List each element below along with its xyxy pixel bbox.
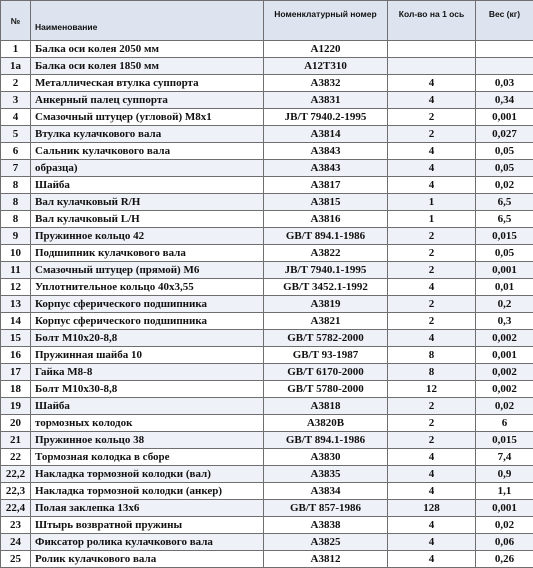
part-code: A3812: [264, 551, 388, 568]
weight-kg: 0,05: [476, 160, 533, 177]
part-code: A3843: [264, 160, 388, 177]
part-name: Болт M10x30-8,8: [31, 381, 264, 398]
quantity-per-axle: 2: [388, 109, 476, 126]
weight-kg: 0,02: [476, 177, 533, 194]
row-number: 24: [1, 534, 31, 551]
table-row: [1, 381, 533, 398]
table-row: [1, 211, 533, 228]
part-name: тормозных колодок: [31, 415, 264, 432]
table-row: [1, 160, 533, 177]
weight-kg: 0,34: [476, 92, 533, 109]
quantity-per-axle: 2: [388, 313, 476, 330]
part-name: Пружинное кольцо 38: [31, 432, 264, 449]
part-name: Втулка кулачкового вала: [31, 126, 264, 143]
header-quantity: Кол-во на 1 ось: [388, 1, 476, 41]
part-name: Фиксатор ролика кулачкового вала: [31, 534, 264, 551]
row-number: 22: [1, 449, 31, 466]
table-row: [1, 143, 533, 160]
part-code: A3821: [264, 313, 388, 330]
weight-kg: [476, 41, 533, 58]
row-number: 25: [1, 551, 31, 568]
part-name: Металлическая втулка суппорта: [31, 75, 264, 92]
part-name: Смазочный штуцер (прямой) M6: [31, 262, 264, 279]
table-row: [1, 330, 533, 347]
part-code: GB/T 6170-2000: [264, 364, 388, 381]
part-name: Корпус сферического подшипника: [31, 313, 264, 330]
part-code: A3830: [264, 449, 388, 466]
part-code: GB/T 894.1-1986: [264, 432, 388, 449]
row-number: 22,2: [1, 466, 31, 483]
part-code: JB/T 7940.1-1995: [264, 262, 388, 279]
table-row: [1, 500, 533, 517]
part-name: Балка оси колея 1850 мм: [31, 58, 264, 75]
quantity-per-axle: 4: [388, 92, 476, 109]
part-name: Болт M10x20-8,8: [31, 330, 264, 347]
part-name: Ролик кулачкового вала: [31, 551, 264, 568]
table-row: [1, 449, 533, 466]
part-name: Сальник кулачкового вала: [31, 143, 264, 160]
quantity-per-axle: [388, 41, 476, 58]
row-number: 23: [1, 517, 31, 534]
row-number: 22,3: [1, 483, 31, 500]
weight-kg: 0,9: [476, 466, 533, 483]
header-part-code: Номенклатурный номер: [264, 1, 388, 41]
table-row: [1, 41, 533, 58]
row-number: 15: [1, 330, 31, 347]
part-code: A3838: [264, 517, 388, 534]
part-code: A3831: [264, 92, 388, 109]
table-row: [1, 483, 533, 500]
part-code: A3825: [264, 534, 388, 551]
part-name: Подшипник кулачкового вала: [31, 245, 264, 262]
table-row: [1, 415, 533, 432]
weight-kg: 0,001: [476, 347, 533, 364]
part-name: Тормозная колодка в сборе: [31, 449, 264, 466]
part-code: GB/T 894.1-1986: [264, 228, 388, 245]
part-code: A3814: [264, 126, 388, 143]
row-number: 4: [1, 109, 31, 126]
table-row: [1, 194, 533, 211]
quantity-per-axle: [388, 58, 476, 75]
row-number: 22,4: [1, 500, 31, 517]
part-name: Гайка M8-8: [31, 364, 264, 381]
table-row: [1, 58, 533, 75]
table-row: [1, 364, 533, 381]
weight-kg: 6,5: [476, 194, 533, 211]
table-row: [1, 398, 533, 415]
weight-kg: 0,05: [476, 143, 533, 160]
row-number: 14: [1, 313, 31, 330]
quantity-per-axle: 1: [388, 211, 476, 228]
weight-kg: 0,03: [476, 75, 533, 92]
weight-kg: 0,002: [476, 364, 533, 381]
weight-kg: 0,01: [476, 279, 533, 296]
row-number: 17: [1, 364, 31, 381]
table-row: [1, 92, 533, 109]
part-name: Вал кулачковый L/H: [31, 211, 264, 228]
quantity-per-axle: 4: [388, 534, 476, 551]
part-code: A3815: [264, 194, 388, 211]
quantity-per-axle: 8: [388, 347, 476, 364]
part-code: GB/T 857-1986: [264, 500, 388, 517]
weight-kg: 0,015: [476, 228, 533, 245]
part-code: GB/T 5782-2000: [264, 330, 388, 347]
part-name: Накладка тормозной колодки (анкер): [31, 483, 264, 500]
quantity-per-axle: 2: [388, 398, 476, 415]
row-number: 7: [1, 160, 31, 177]
weight-kg: 0,001: [476, 500, 533, 517]
part-name: Смазочный штуцер (угловой) M8x1: [31, 109, 264, 126]
quantity-per-axle: 2: [388, 228, 476, 245]
part-name: Шайба: [31, 398, 264, 415]
header-number: №: [1, 1, 31, 41]
part-code: A1220: [264, 41, 388, 58]
quantity-per-axle: 4: [388, 517, 476, 534]
quantity-per-axle: 4: [388, 330, 476, 347]
quantity-per-axle: 4: [388, 483, 476, 500]
quantity-per-axle: 2: [388, 245, 476, 262]
row-number: 11: [1, 262, 31, 279]
row-number: 20: [1, 415, 31, 432]
row-number: 16: [1, 347, 31, 364]
table-row: [1, 347, 533, 364]
part-code: A3832: [264, 75, 388, 92]
part-code: A3835: [264, 466, 388, 483]
weight-kg: 0,001: [476, 262, 533, 279]
weight-kg: 0,3: [476, 313, 533, 330]
row-number: 8: [1, 177, 31, 194]
table-row: [1, 262, 533, 279]
row-number: 9: [1, 228, 31, 245]
weight-kg: 1,1: [476, 483, 533, 500]
quantity-per-axle: 128: [388, 500, 476, 517]
header-name: Наименование: [31, 1, 264, 41]
quantity-per-axle: 4: [388, 160, 476, 177]
table-row: [1, 228, 533, 245]
part-code: A3834: [264, 483, 388, 500]
quantity-per-axle: 2: [388, 262, 476, 279]
table-row: [1, 126, 533, 143]
row-number: 8: [1, 194, 31, 211]
part-code: A3820B: [264, 415, 388, 432]
part-name: Полая заклепка 13x6: [31, 500, 264, 517]
table-row: [1, 517, 533, 534]
table-row: [1, 245, 533, 262]
table-row: [1, 313, 533, 330]
table-row: [1, 296, 533, 313]
row-number: 10: [1, 245, 31, 262]
header-weight: Вес (кг): [476, 1, 533, 41]
quantity-per-axle: 4: [388, 143, 476, 160]
row-number: 3: [1, 92, 31, 109]
quantity-per-axle: 2: [388, 126, 476, 143]
weight-kg: 7,4: [476, 449, 533, 466]
part-code: A3816: [264, 211, 388, 228]
weight-kg: 0,015: [476, 432, 533, 449]
part-code: JB/T 7940.2-1995: [264, 109, 388, 126]
row-number: 18: [1, 381, 31, 398]
quantity-per-axle: 4: [388, 466, 476, 483]
table-row: [1, 177, 533, 194]
part-code: GB/T 93-1987: [264, 347, 388, 364]
quantity-per-axle: 2: [388, 415, 476, 432]
part-code: GB/T 3452.1-1992: [264, 279, 388, 296]
weight-kg: 0,2: [476, 296, 533, 313]
weight-kg: 0,027: [476, 126, 533, 143]
row-number: 2: [1, 75, 31, 92]
part-code: A3822: [264, 245, 388, 262]
part-name: Балка оси колея 2050 мм: [31, 41, 264, 58]
part-code: A3843: [264, 143, 388, 160]
quantity-per-axle: 2: [388, 296, 476, 313]
part-name: Накладка тормозной колодки (вал): [31, 466, 264, 483]
quantity-per-axle: 4: [388, 75, 476, 92]
part-name: Штырь возвратной пружины: [31, 517, 264, 534]
part-name: Уплотнительное кольцо 40x3,55: [31, 279, 264, 296]
part-name: Вал кулачковый R/H: [31, 194, 264, 211]
quantity-per-axle: 4: [388, 279, 476, 296]
table-row: [1, 109, 533, 126]
row-number: 1a: [1, 58, 31, 75]
quantity-per-axle: 1: [388, 194, 476, 211]
table-row: [1, 551, 533, 568]
part-name: образца): [31, 160, 264, 177]
row-number: 8: [1, 211, 31, 228]
weight-kg: 6: [476, 415, 533, 432]
quantity-per-axle: 8: [388, 364, 476, 381]
table-row: [1, 432, 533, 449]
part-name: Пружинное кольцо 42: [31, 228, 264, 245]
weight-kg: 0,002: [476, 381, 533, 398]
table-row: [1, 534, 533, 551]
row-number: 13: [1, 296, 31, 313]
quantity-per-axle: 4: [388, 551, 476, 568]
table-row: [1, 75, 533, 92]
weight-kg: 6,5: [476, 211, 533, 228]
weight-kg: 0,001: [476, 109, 533, 126]
part-name: Корпус сферического подшипника: [31, 296, 264, 313]
part-code: A3818: [264, 398, 388, 415]
quantity-per-axle: 4: [388, 449, 476, 466]
table-header-row: [1, 1, 533, 41]
quantity-per-axle: 4: [388, 177, 476, 194]
part-name: Пружинная шайба 10: [31, 347, 264, 364]
row-number: 19: [1, 398, 31, 415]
part-code: A3817: [264, 177, 388, 194]
weight-kg: 0,05: [476, 245, 533, 262]
row-number: 21: [1, 432, 31, 449]
weight-kg: 0,26: [476, 551, 533, 568]
quantity-per-axle: 12: [388, 381, 476, 398]
table-row: [1, 466, 533, 483]
table-row: [1, 279, 533, 296]
part-code: GB/T 5780-2000: [264, 381, 388, 398]
row-number: 5: [1, 126, 31, 143]
part-code: A12T310: [264, 58, 388, 75]
row-number: 6: [1, 143, 31, 160]
part-name: Шайба: [31, 177, 264, 194]
weight-kg: 0,02: [476, 517, 533, 534]
weight-kg: [476, 58, 533, 75]
weight-kg: 0,02: [476, 398, 533, 415]
weight-kg: 0,002: [476, 330, 533, 347]
weight-kg: 0,06: [476, 534, 533, 551]
quantity-per-axle: 2: [388, 432, 476, 449]
part-name: Анкерный палец суппорта: [31, 92, 264, 109]
row-number: 1: [1, 41, 31, 58]
part-code: A3819: [264, 296, 388, 313]
row-number: 12: [1, 279, 31, 296]
